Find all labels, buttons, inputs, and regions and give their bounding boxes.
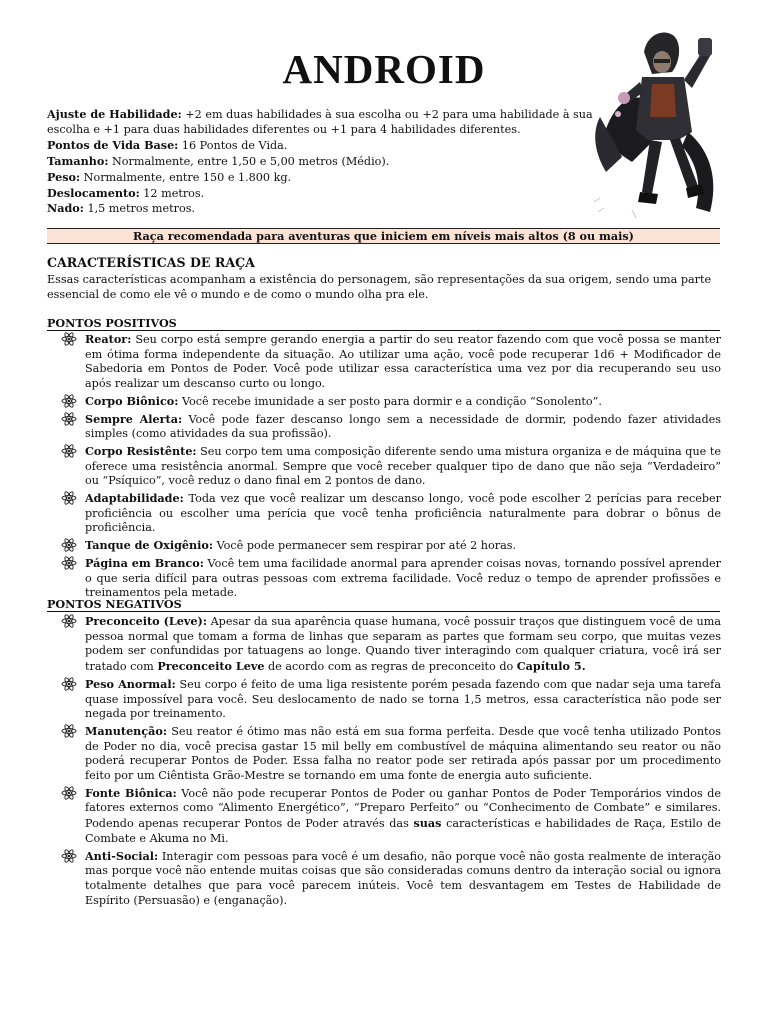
trait-text: Seu corpo tem uma composição diferente sendo uma mistura organiza e de máquina que te oferece uma resistência anormal. Sempre que você receber qualquer tipo de dano que não seja “Verdadeiro” ou “Psíquico”, você reduz o dano final em 2 pontos de dano. — [85, 444, 721, 488]
atom-icon — [60, 412, 78, 426]
negative-trait-item — [60, 724, 721, 784]
negative-traits-heading: PONTOS NEGATIVOS — [47, 598, 720, 612]
trait-text: Seu reator é ótimo mas não está em sua forma perfeita. Desde que você tenha utilizado Pontos de Poder no dia, você precisa gastar 15 mil belly em combustível de máquina alimentando seu reator ou não poderá recuperar Pontos de Poder. Essa falha no reator pode ser retirada após passar por um procedimento feito por um Ciêntista Grão-Mestre se tornando em uma fonte de energia auto suficiente. — [85, 724, 721, 783]
trait-name: Manutenção: — [85, 723, 167, 738]
trait-text: Seu corpo é feito de uma liga resistente porém pesada fazendo com que nadar seja uma tarefa quase impossível para você. Seu deslocamento de nado se torna 1,5 metros, essa característica não pode ser negada por treinamento. — [85, 677, 721, 721]
recommendation-banner: Raça recomendada para aventuras que iniciem em níveis mais altos (8 ou mais) — [47, 228, 720, 244]
trait-name: Página em Branco: — [85, 555, 204, 570]
trait-name: suas — [413, 816, 442, 831]
trait-text: características e habilidades de Raça, Estilo de Combate e Akuma no Mi. — [85, 817, 721, 845]
trait-text: Toda vez que você realizar um descanso longo, você pode escolher 2 perícias para receber proficiência ou escolher uma perícia que você tenha proficiência naturalmente para dobrar o bônus de proficiência. — [85, 492, 721, 535]
positive-trait-item — [60, 556, 721, 601]
negative-trait-item — [60, 614, 721, 675]
trait-text: Interagir com pessoas para você é um desafio, não porque você não gosta realmente de interação mas porque você não entende muitas coisas que são consideradas comuns dentro da interação social ou ignora totalmente detalhes que para você parecem inúteis. Você tem desvantagem em Testes de Habilidade de Espírito (Persuasão) e (enganação). — [85, 849, 721, 907]
stat-weight: Peso: Normalmente, entre 150 e 1.800 kg. — [47, 169, 292, 184]
trait-name: Peso Anormal: — [85, 676, 176, 691]
trait-name: Preconceito Leve — [157, 659, 265, 674]
trait-text: Você pode fazer descanso longo sem a necessidade de dormir, podendo fazer atividades simples (como atividades da sua profissão). — [85, 412, 721, 441]
atom-icon — [60, 724, 78, 738]
trait-name: Corpo Biônico: — [85, 393, 179, 408]
trait-name: Tanque de Oxigênio: — [85, 538, 214, 553]
atom-icon — [60, 538, 78, 552]
atom-icon — [60, 444, 78, 458]
trait-name: Reator: — [85, 332, 132, 346]
android-character-illustration — [592, 22, 732, 222]
trait-text: Você pode permanecer sem respirar por até 2 horas. — [213, 539, 517, 553]
atom-icon — [60, 677, 78, 691]
positive-traits-heading: PONTOS POSITIVOS — [47, 317, 720, 331]
atom-icon — [60, 786, 78, 800]
trait-name: Anti-Social: — [85, 848, 159, 863]
stat-size: Tamanho: Normalmente, entre 1,50 e 5,00 metros (Médio). — [47, 153, 390, 168]
positive-trait-item — [60, 538, 721, 554]
trait-text: Seu corpo está sempre gerando energia a partir do seu reator fazendo com que você possa se manter em ótima forma independente da situação. Ao utilizar uma ação, você pode recuperar 1d6 + Modificador de Sabedoria em Pontos de Poder. Você pode utilizar essa característica uma vez por dia recuperando seu uso após realizar um descanso curto ou longo. — [85, 333, 721, 391]
stat-ability-adjustment: Ajuste de Habilidade: +2 em duas habilidades à sua escolha ou +2 para uma habilidade à sua escolha e +1 para duas habilidades diferentes ou +1 para 4 habilidades diferentes. — [47, 107, 593, 136]
race-stats — [47, 107, 609, 217]
trait-text: Você tem uma facilidade anormal para aprender coisas novas, tornando possível aprender o que seria difícil para outras pessoas com extrema facilidade. Você reduz o tempo de aprender profissões e treinamentos pela metade. — [85, 556, 721, 600]
trait-text: Você recebe imunidade a ser posto para dormir e a condição “Sonolento”. — [178, 394, 602, 408]
stat-movement: Deslocamento: 12 metros. — [47, 185, 205, 200]
trait-name: Preconceito (Leve): — [85, 614, 207, 628]
trait-name: Adaptabilidade: — [85, 491, 184, 506]
negative-trait-item — [60, 786, 721, 847]
trait-name: Sempre Alerta: — [85, 411, 183, 426]
racial-traits-intro: Essas características acompanham a existência do personagem, são representações da sua origem, sendo uma parte essencial de como ele vê o mundo e de como o mundo olha pra ele. — [47, 273, 712, 301]
stat-swim: Nado: 1,5 metros metros. — [47, 201, 196, 216]
negative-trait-item — [60, 677, 721, 722]
trait-name: Fonte Biônica: — [85, 785, 177, 800]
atom-icon — [60, 394, 78, 408]
trait-name: Capítulo 5. — [516, 659, 586, 674]
atom-icon — [60, 614, 78, 628]
trait-text: de acordo com as regras de preconceito do — [264, 660, 517, 674]
trait-text: Você não pode recuperar Pontos de Poder ou ganhar Pontos de Poder Temporários vindos de fatores externos como “Alimento Energético”, “Preparo Perfeito” ou “Conhecimento de Combate” e similares. Podendo apenas recuperar Pontos de Poder através das — [85, 786, 721, 831]
positive-trait-item — [60, 394, 721, 410]
positive-traits-list — [60, 332, 721, 601]
atom-icon — [60, 332, 78, 346]
atom-icon — [60, 556, 78, 570]
positive-trait-item — [60, 444, 721, 489]
positive-trait-item — [60, 332, 721, 392]
atom-icon — [60, 491, 78, 505]
positive-trait-item — [60, 412, 721, 442]
negative-trait-item — [60, 849, 721, 909]
racial-traits-heading: CARACTERÍSTICAS DE RAÇA — [47, 255, 255, 270]
negative-traits-list — [60, 614, 721, 908]
trait-name: Corpo Resistênte: — [85, 443, 197, 458]
trait-text: Apesar da sua aparência quase humana, você possuir traços que distinguem você de uma pessoa normal que tomam a forma de linhas que separam as partes que formam seu corpo, que muitas vezes podem ser confundidas por tatuagens ao longe. Quando tiver interagindo com qualquer criatura, você irá ser tratado com — [85, 615, 722, 674]
positive-trait-item — [60, 491, 721, 536]
atom-icon — [60, 849, 78, 863]
page-title: ANDROID — [282, 46, 486, 92]
stat-base-hit-points: Pontos de Vida Base: 16 Pontos de Vida. — [47, 137, 288, 152]
